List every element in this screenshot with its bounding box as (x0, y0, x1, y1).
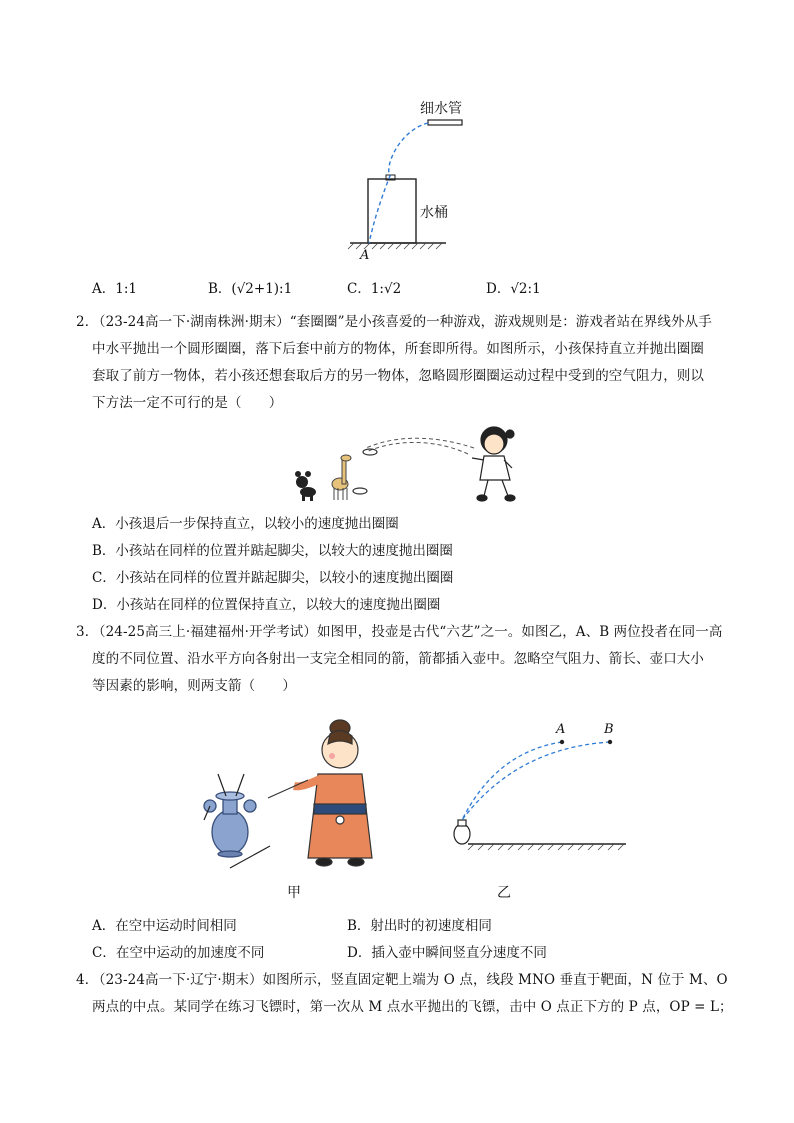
q4-line-1: （23-24高一下·辽宁·期末）如图所示，竖直固定靶上端为 O 点，线段 MNO 垂直于靶面，N 位于 M、O (92, 972, 728, 988)
label-pipe: 细水管 (420, 101, 462, 117)
arrow-trajectory-diagram (446, 722, 636, 852)
vase (204, 792, 256, 857)
q2-option-b: B．小孩站在同样的位置并踮起脚尖，以较大的速度抛出圈圈 (92, 543, 453, 559)
q3-option-a: A．在空中运动时间相同 (92, 918, 237, 934)
q3-line-3: 等因素的影响，则两支箭（ ） (92, 678, 296, 694)
q2-line-3: 套取了前方一物体，若小孩还想套取后方的另一物体，忽略圆形圈圈运动过程中受到的空气阻力，则以 (92, 368, 704, 384)
q1-option-b-prefix: B． (208, 281, 232, 297)
label-point-b-q3: B (604, 722, 614, 737)
q3-number: 3． (76, 624, 99, 640)
caption-jia: 甲 (287, 885, 301, 901)
q1-option-a: A．1:1 (92, 281, 137, 297)
ring-on-ground (353, 488, 367, 494)
label-point-a-q3: A (556, 722, 566, 737)
pitch-pot-illustration (190, 708, 390, 878)
q1-option-c (347, 279, 401, 299)
q2-line-4: 下方法一定不可行的是（ ） (92, 395, 283, 411)
q3-line-1: （24-25高三上·福建福州·开学考试）如图甲，投壶是古代“六艺”之一。如图乙，A、B 两位投者在同一高 (92, 624, 723, 640)
label-bucket: 水桶 (420, 205, 448, 221)
toy-mouse (295, 471, 316, 501)
archer-person (268, 720, 372, 866)
point-a-dot (560, 740, 564, 744)
label-point-a: A (360, 248, 370, 263)
q2-line-2: 中水平抛出一个圆形圈圈，落下后套中前方的物体，所套即所得。如图所示，小孩保持直立并抛出圈圈 (92, 341, 704, 357)
q1-option-b-math: (√2+1):1 (231, 281, 293, 297)
point-b-dot (608, 740, 612, 744)
q2-number: 2． (76, 314, 99, 330)
q4-number: 4． (76, 972, 99, 988)
toy-giraffe (332, 455, 351, 500)
q2-line-1: （23-24高一下·湖南株洲·期末）“套圈圈”是小孩喜爱的一种游戏，游戏规则是：游戏者站在界线外从手 (92, 314, 712, 330)
q3-option-c: C．在空中运动的加速度不同 (92, 945, 265, 961)
q2-option-c: C．小孩站在同样的位置并踮起脚尖，以较小的速度抛出圈圈 (92, 570, 454, 586)
q1-option-c-math: 1:√2 (370, 281, 402, 297)
q1-option-b (208, 279, 292, 299)
q1-option-d-math: √2:1 (510, 281, 541, 297)
water-bucket-diagram (340, 96, 480, 271)
q4-line-2: 两点的中点。某同学在练习飞镖时，第一次从 M 点水平抛出的飞镖，击中 O 点正下方的 P 点，OP = L； (92, 999, 733, 1015)
q1-option-d (486, 279, 541, 299)
child-figure (472, 427, 515, 501)
q2-option-a: A．小孩退后一步保持直立，以较小的速度抛出圈圈 (92, 516, 399, 532)
q3-line-2: 度的不同位置、沿水平方向各射出一支完全相同的箭，箭都插入壶中。忽略空气阻力、箭长、壶口大小 (92, 651, 704, 667)
q3-option-b: B．射出时的初速度相同 (347, 918, 492, 934)
pot (454, 820, 470, 844)
q1-option-d-prefix: D． (486, 281, 511, 297)
q3-option-d: D．插入壶中瞬间竖直分速度不同 (347, 945, 547, 961)
ring-toss-figure (288, 422, 528, 512)
figure-water-bucket (340, 96, 480, 271)
q1-option-c-prefix: C． (347, 281, 371, 297)
q2-option-d: D．小孩站在同样的位置保持直立，以较大的速度抛出圈圈 (92, 597, 441, 613)
caption-yi: 乙 (497, 885, 511, 901)
